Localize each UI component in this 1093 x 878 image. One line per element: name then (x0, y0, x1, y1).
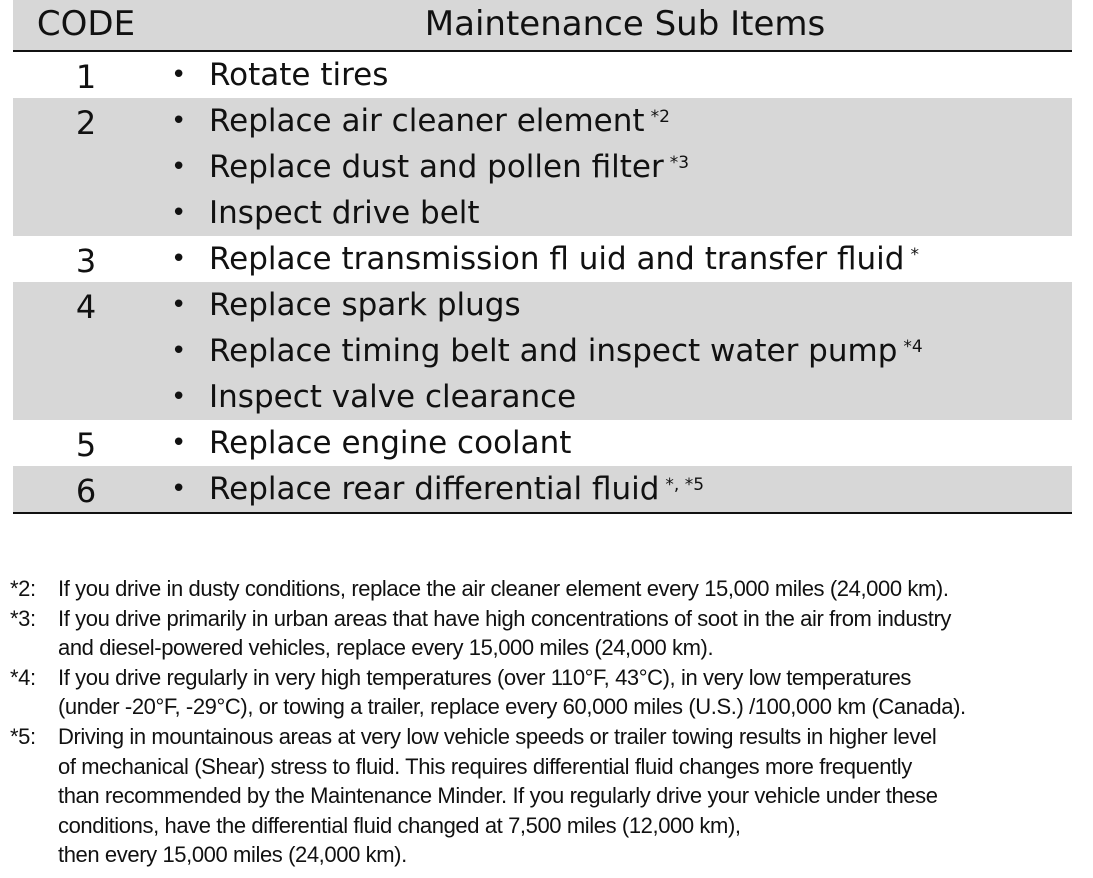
footnote-label: *4: (10, 664, 36, 690)
footnote-marker: *, *5 (665, 475, 705, 495)
footnote-marker: *3 (669, 153, 690, 173)
footnote-line: If you drive primarily in urban areas that have high concentrations of soot in the air from industry (58, 605, 952, 631)
row-code: 6 (75, 472, 97, 510)
footnote (10, 604, 1093, 663)
sub-item-label: Replace timing belt and inspect water pump (209, 333, 898, 369)
footnote-label: *5: (10, 723, 36, 749)
sub-item-label: Replace dust and pollen filter (209, 149, 664, 185)
bullet-icon: • (171, 60, 187, 90)
sub-item (13, 466, 1072, 512)
sub-item-label: Replace air cleaner element (209, 103, 645, 139)
table-row (13, 282, 1072, 420)
row-code: 1 (75, 58, 97, 96)
footnote-line: Driving in mountainous areas at very low vehicle speeds or trailer towing results in higher level (58, 723, 937, 749)
footnote-marker: *2 (650, 107, 670, 127)
sub-item (13, 328, 1072, 374)
bullet-icon: • (171, 106, 187, 136)
sub-item (13, 374, 1072, 420)
footnote-line: If you drive in dusty conditions, replace the air cleaner element every 15,000 miles (24,000 km). (58, 576, 949, 601)
sub-item-label: Rotate tires (209, 57, 389, 93)
footnote (10, 663, 1093, 722)
sub-item-text (209, 379, 576, 415)
sub-item (13, 52, 1072, 98)
sub-item (13, 420, 1072, 466)
bullet-icon: • (171, 198, 187, 228)
sub-item (13, 98, 1072, 144)
footnote-line: (under -20°F, -29°C), or towing a trailer, replace every 60,000 miles (U.S.) /100,000 km (Canada). (58, 694, 966, 720)
sub-item-label: Replace engine coolant (209, 425, 572, 461)
table-row (13, 466, 1072, 514)
code-column-header: CODE (36, 4, 136, 44)
footnote-line: then every 15,000 miles (24,000 km). (58, 842, 407, 868)
sub-item-label: Replace transmission fl uid and transfer fluid (209, 241, 905, 277)
footnote-line: conditions, have the differential fluid changed at 7,500 miles (12,000 km), (58, 812, 741, 838)
maintenance-table (13, 0, 1072, 514)
sub-item (13, 144, 1072, 190)
sub-item-text (209, 425, 571, 461)
sub-item-text (209, 149, 689, 185)
sub-item-label: Replace spark plugs (209, 287, 521, 323)
bullet-icon: • (171, 336, 187, 366)
table-header (13, 0, 1072, 52)
footnote-label: *3: (10, 605, 36, 631)
row-code: 3 (75, 242, 97, 280)
footnote-marker: * (910, 245, 919, 265)
sub-item-text (209, 471, 704, 507)
table-row (13, 52, 1072, 98)
footnote-line: of mechanical (Shear) stress to fluid. This requires differential fluid changes more frequently (58, 753, 912, 779)
table-row (13, 236, 1072, 282)
sub-item-text (209, 241, 919, 277)
bullet-icon: • (171, 428, 187, 458)
row-code: 2 (75, 104, 97, 142)
sub-item-label: Replace rear differential fluid (209, 471, 660, 507)
sub-item-text (209, 287, 521, 323)
sub-item-text (209, 333, 923, 369)
footnote-line: If you drive regularly in very high temperatures (over 110°F, 43°C), in very low temperatures (58, 664, 912, 690)
sub-item-label: Inspect drive belt (209, 195, 480, 231)
sub-item-label: Inspect valve clearance (209, 379, 577, 415)
bullet-icon: • (171, 474, 187, 504)
sub-item (13, 236, 1072, 282)
sub-item-text (209, 195, 480, 231)
sub-item-text (209, 57, 388, 93)
footnote-marker: *4 (903, 337, 923, 357)
bullet-icon: • (171, 244, 187, 274)
bullet-icon: • (171, 382, 187, 412)
footnote-line: and diesel-powered vehicles, replace every 15,000 miles (24,000 km). (58, 635, 714, 661)
table-row (13, 98, 1072, 236)
sub-item (13, 190, 1072, 236)
sub-item (13, 282, 1072, 328)
row-code: 5 (75, 426, 97, 464)
bullet-icon: • (171, 152, 187, 182)
sub-item-text (209, 103, 670, 139)
table-row (13, 420, 1072, 466)
footnote-line: than recommended by the Maintenance Minder. If you regularly drive your vehicle under these (58, 783, 938, 809)
footnote (10, 722, 1093, 870)
items-column-header: Maintenance Sub Items (424, 4, 826, 44)
footnote-label: *2: (10, 576, 36, 601)
footnote (10, 574, 1093, 604)
bullet-icon: • (171, 290, 187, 320)
table-body (13, 52, 1072, 514)
footnotes (10, 574, 1093, 870)
row-code: 4 (75, 288, 97, 326)
